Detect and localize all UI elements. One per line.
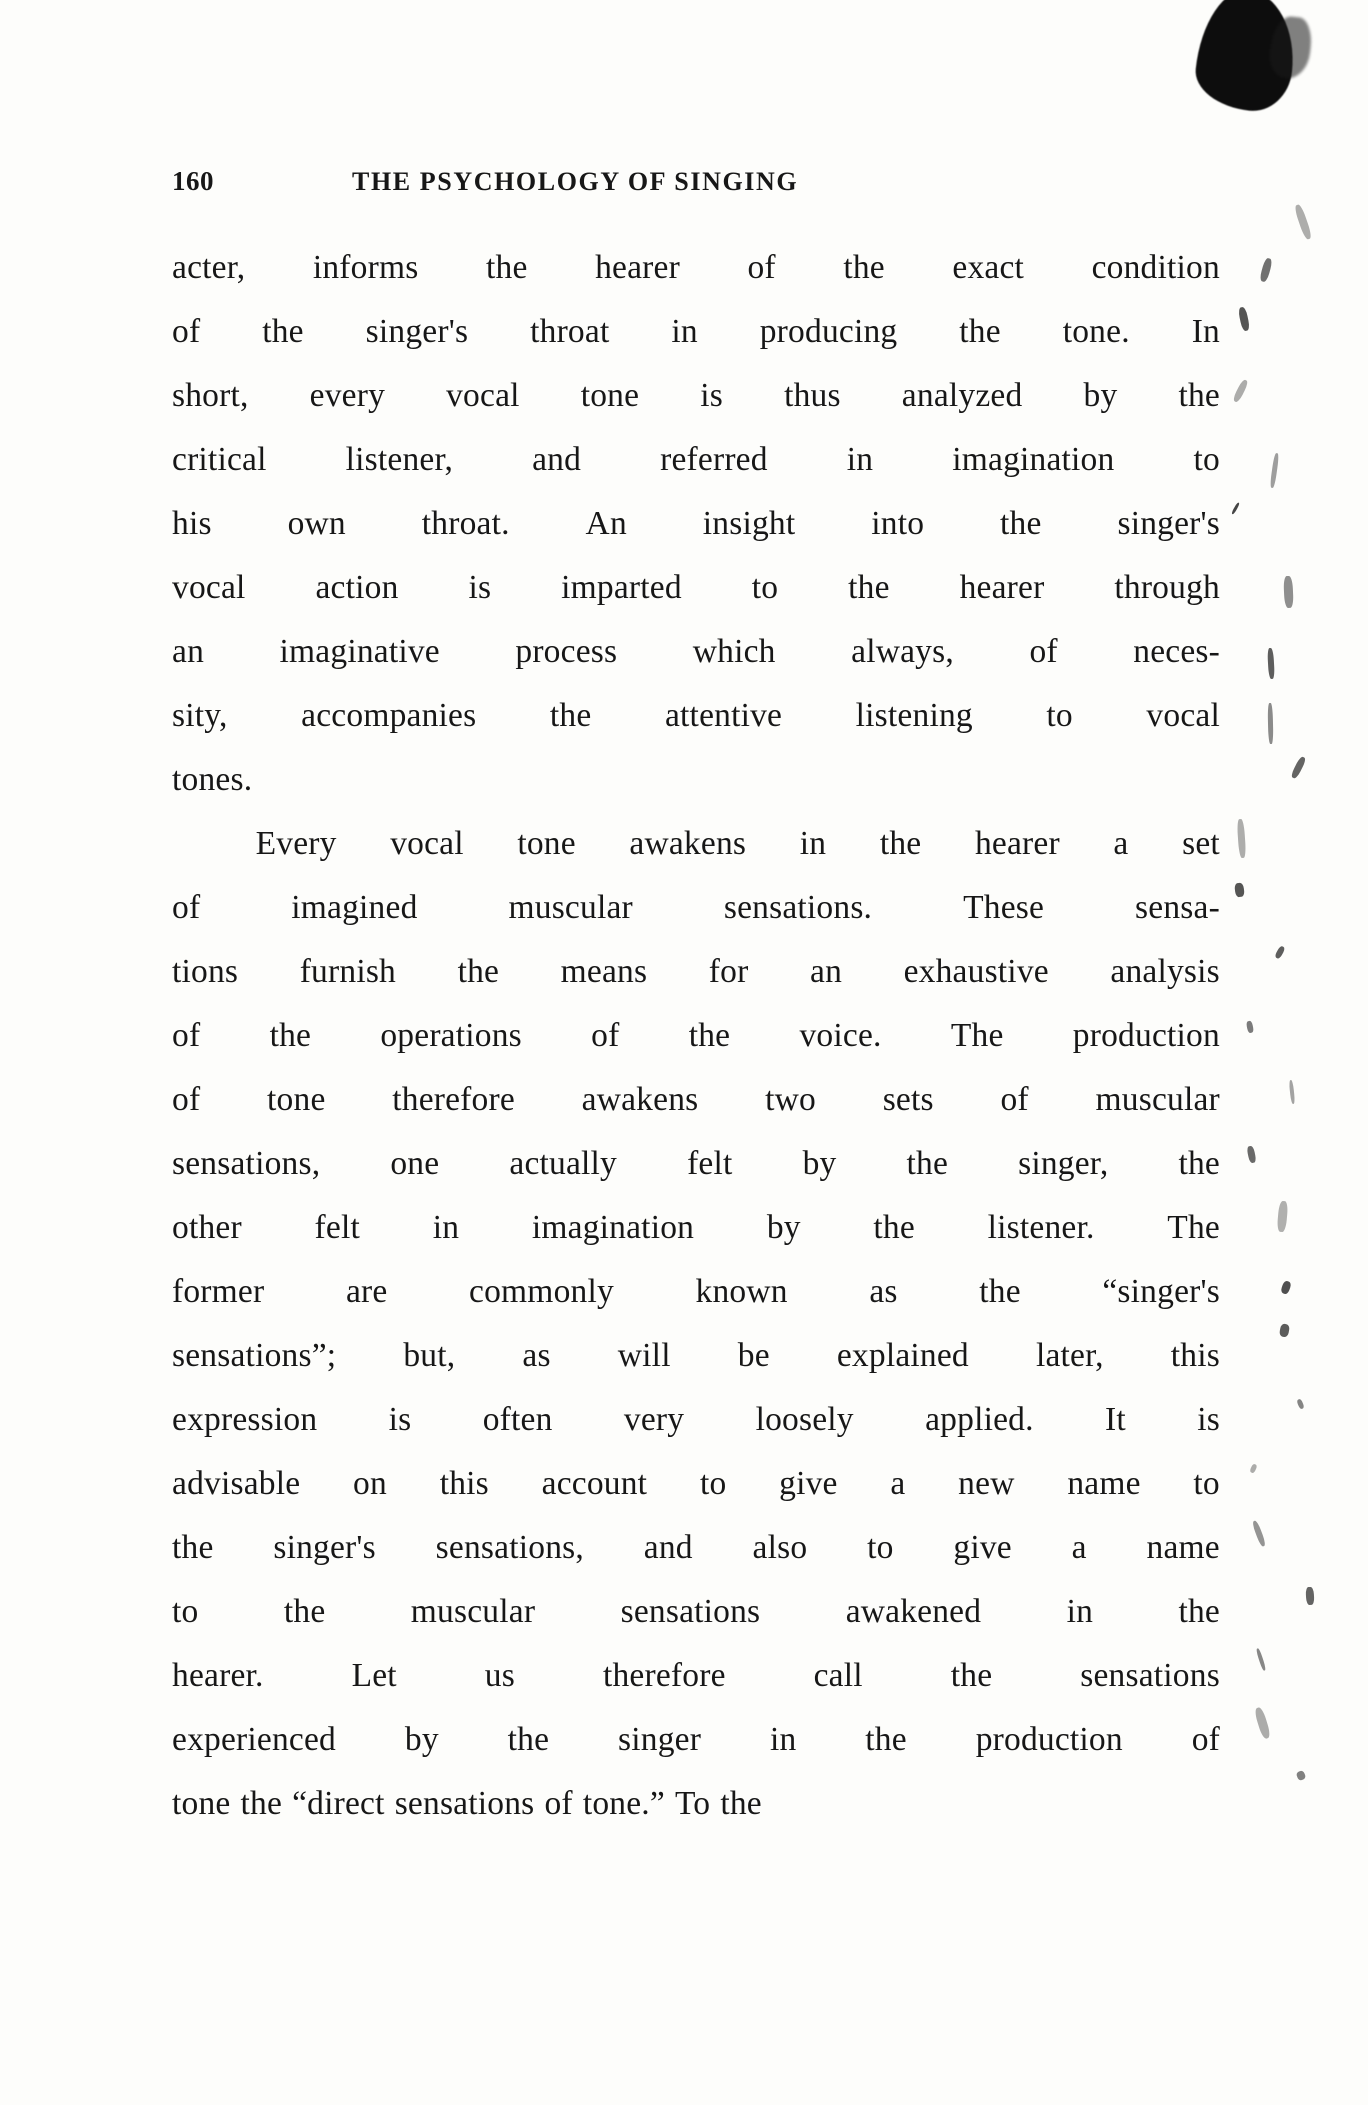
scan-speck bbox=[1231, 502, 1240, 515]
scan-speck bbox=[1254, 1706, 1272, 1739]
scan-speck bbox=[1237, 306, 1250, 331]
text-line: tone the “direct sensations of tone.” To the bbox=[172, 1785, 762, 1822]
scan-artifact-margin-marks bbox=[1222, 180, 1332, 1860]
text-line: his own throat. An insight into the singer's bbox=[172, 505, 1220, 542]
text-line: of tone therefore awakens two sets of muscular bbox=[172, 1081, 1220, 1118]
text-line: an imaginative process which always, of neces- bbox=[172, 633, 1220, 670]
scan-speck bbox=[1267, 648, 1274, 679]
scan-speck bbox=[1249, 1463, 1257, 1473]
scan-speck bbox=[1270, 452, 1279, 487]
scan-speck bbox=[1247, 1146, 1257, 1164]
scan-artifact-binding-blob bbox=[1192, 0, 1300, 115]
text-line: tones. bbox=[172, 761, 253, 798]
text-line: short, every vocal tone is thus analyzed by the bbox=[172, 377, 1220, 414]
scan-speck bbox=[1283, 576, 1293, 608]
scan-speck bbox=[1232, 379, 1250, 404]
text-line: of the singer's throat in producing the tone. In bbox=[172, 313, 1220, 350]
text-line: advisable on this account to give a new name to bbox=[172, 1465, 1220, 1502]
scan-speck bbox=[1234, 883, 1244, 898]
scan-speck bbox=[1279, 1324, 1290, 1338]
text-line: the singer's sensations, and also to give a name bbox=[172, 1529, 1220, 1566]
text-line: to the muscular sensations awakened in the bbox=[172, 1593, 1220, 1630]
scan-speck bbox=[1296, 1398, 1304, 1409]
scan-speck bbox=[1267, 702, 1273, 743]
text-line: tions furnish the means for an exhaustive analysis bbox=[172, 953, 1220, 990]
text-line: former are commonly known as the “singer's bbox=[172, 1273, 1220, 1310]
text-line: critical listener, and referred in imagination to bbox=[172, 441, 1220, 478]
running-head: THE PSYCHOLOGY OF SINGING bbox=[352, 167, 799, 196]
scan-speck bbox=[1296, 1770, 1307, 1781]
scan-speck bbox=[1259, 257, 1273, 282]
text-line: sensations”; but, as will be explained later, this bbox=[172, 1337, 1220, 1374]
scan-speck bbox=[1293, 203, 1312, 239]
text-line: of the operations of the voice. The production bbox=[172, 1017, 1220, 1054]
text-line: sity, accompanies the attentive listening to vocal bbox=[172, 697, 1220, 734]
text-line: experienced by the singer in the production of bbox=[172, 1721, 1220, 1758]
paragraph bbox=[172, 236, 1220, 812]
scan-speck bbox=[1290, 756, 1306, 779]
text-line: vocal action is imparted to the hearer through bbox=[172, 569, 1220, 606]
page-body bbox=[172, 236, 1220, 1836]
scan-speck bbox=[1280, 1280, 1292, 1295]
text-line: Every vocal tone awakens in the hearer a set bbox=[255, 825, 1220, 862]
text-line: of imagined muscular sensations. These sensa- bbox=[172, 889, 1220, 926]
paragraph bbox=[172, 812, 1220, 1836]
text-line: hearer. Let us therefore call the sensations bbox=[172, 1657, 1220, 1694]
scan-speck bbox=[1246, 1020, 1254, 1033]
scan-speck bbox=[1237, 819, 1246, 858]
text-line: sensations, one actually felt by the singer, the bbox=[172, 1145, 1220, 1182]
scan-speck bbox=[1274, 945, 1286, 959]
scan-speck bbox=[1255, 1648, 1266, 1671]
scan-speck bbox=[1288, 1080, 1295, 1105]
text-line: other felt in imagination by the listener. The bbox=[172, 1209, 1220, 1246]
text-line: acter, informs the hearer of the exact condition bbox=[172, 249, 1220, 286]
text-line: expression is often very loosely applied. It is bbox=[172, 1401, 1220, 1438]
scan-speck bbox=[1277, 1201, 1288, 1233]
page-number: 160 bbox=[172, 166, 214, 196]
scan-speck bbox=[1305, 1586, 1314, 1605]
page-header bbox=[172, 166, 1182, 200]
scan-speck bbox=[1251, 1519, 1266, 1547]
